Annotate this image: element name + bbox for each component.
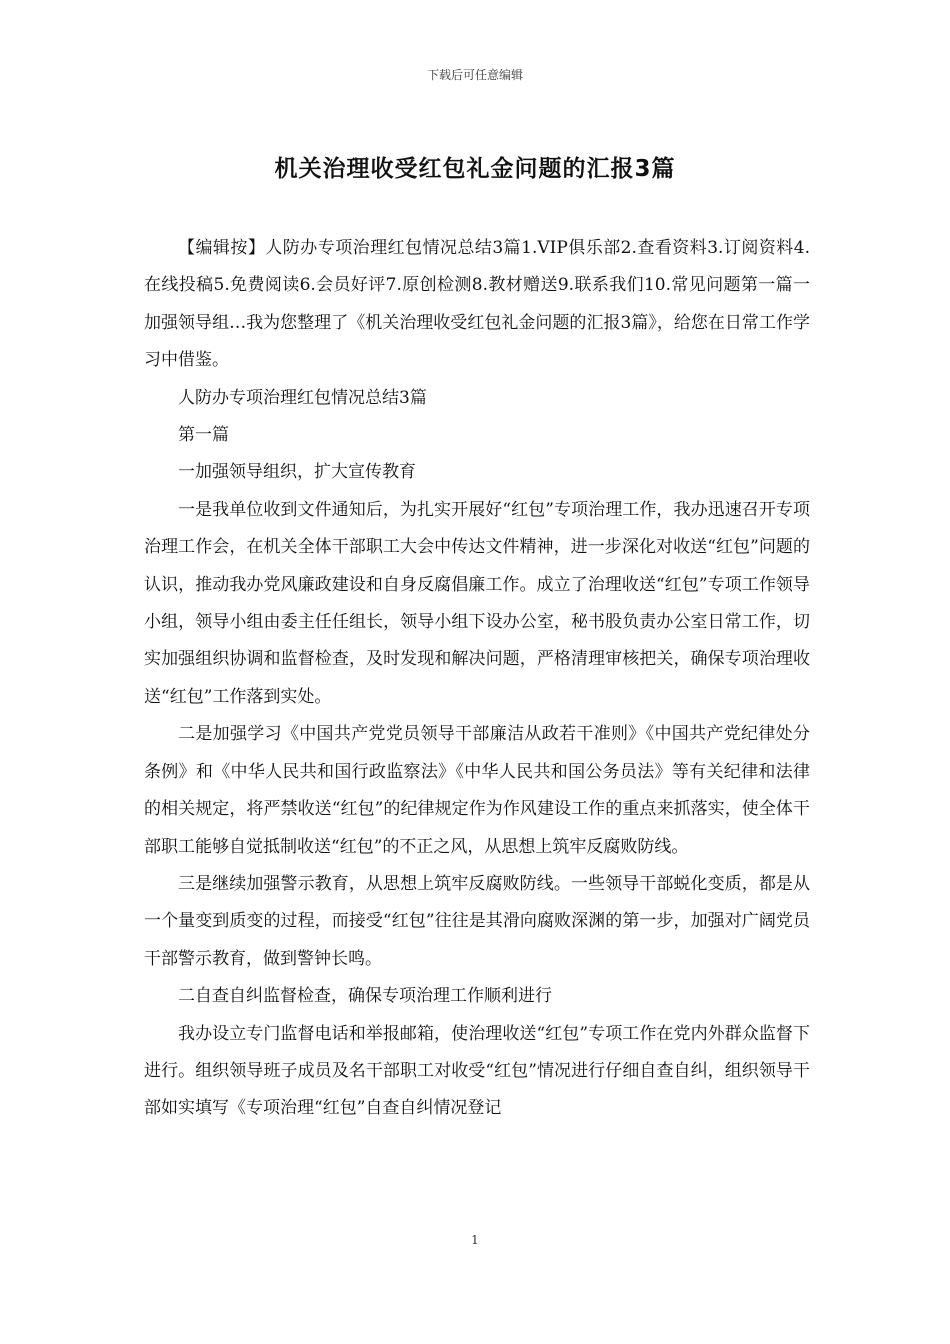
body-paragraph: 一是我单位收到文件通知后，为扎实开展好“红包”专项治理工作，我办迅速召开专项治理工作会，在机关全体干部职工大会中传达文件精神，进一步深化对收送“红包”问题的认识，推动我办党风廉政建设和自身反腐倡廉工作。成立了治理收送“红包”专项工作领导小组，领导小组由委主任任组长，领导小组下设办公室，秘书股负责办公室日常工作，切实加强组织协调和监督检查，及时发现和解决问题，严格清理审核把关，确保专项治理收送“红包”工作落到实处。 — [144, 499, 810, 707]
subtitle-paragraph: 人防办专项治理红包情况总结3篇 — [178, 387, 427, 408]
section-heading: 第一篇 — [178, 425, 229, 446]
body-paragraph: 我办设立专门监督电话和举报邮箱，使治理收送“红包”专项工作在党内外群众监督下进行。组织领导班子成员及名干部职工对收受“红包”情况进行仔细自查自纠，组织领导干部如实填写《专项治理“红包”自查自纠情况登记 — [144, 1023, 810, 1119]
subsection-heading: 二自查自纠监督检查，确保专项治理工作顺利进行 — [178, 986, 552, 1007]
document-body — [144, 230, 810, 1128]
editor-note-paragraph: 【编辑按】人防办专项治理红包情况总结3篇1.VIP俱乐部2.查看资料3.订阅资料4.在线投稿5.免费阅读6.会员好评7.原创检测8.教材赠送9.联系我们10.常见问题第一篇一加强领导组…我为您整理了《机关治理收受红包礼金问题的汇报3篇》，给您在日常工作学习中借鉴。 — [144, 238, 810, 371]
header-note: 下载后可任意编辑 — [426, 68, 523, 82]
subsection-heading: 一加强领导组织，扩大宣传教育 — [178, 462, 416, 483]
body-paragraph: 三是继续加强警示教育，从思想上筑牢反腐败防线。一些领导干部蜕化变质，都是从一个量变到质变的过程，而接受“红包”往往是其滑向腐败深渊的第一步，加强对广阔党员干部警示教育，做到警钟长鸣。 — [144, 873, 810, 969]
page-number: 1 — [471, 1233, 479, 1247]
document-title: 机关治理收受红包礼金问题的汇报3篇 — [274, 156, 676, 182]
body-paragraph: 二是加强学习《中国共产党党员领导干部廉洁从政若干准则》《中国共产党纪律处分条例》和《中华人民共和国行政监察法》《中华人民共和国公务员法》等有关纪律和法律的相关规定，将严禁收送“红包”的纪律规定作为作风建设工作的重点来抓落实，使全体干部职工能够自觉抵制收送“红包”的不正之风，从思想上筑牢反腐败防线。 — [144, 724, 810, 857]
